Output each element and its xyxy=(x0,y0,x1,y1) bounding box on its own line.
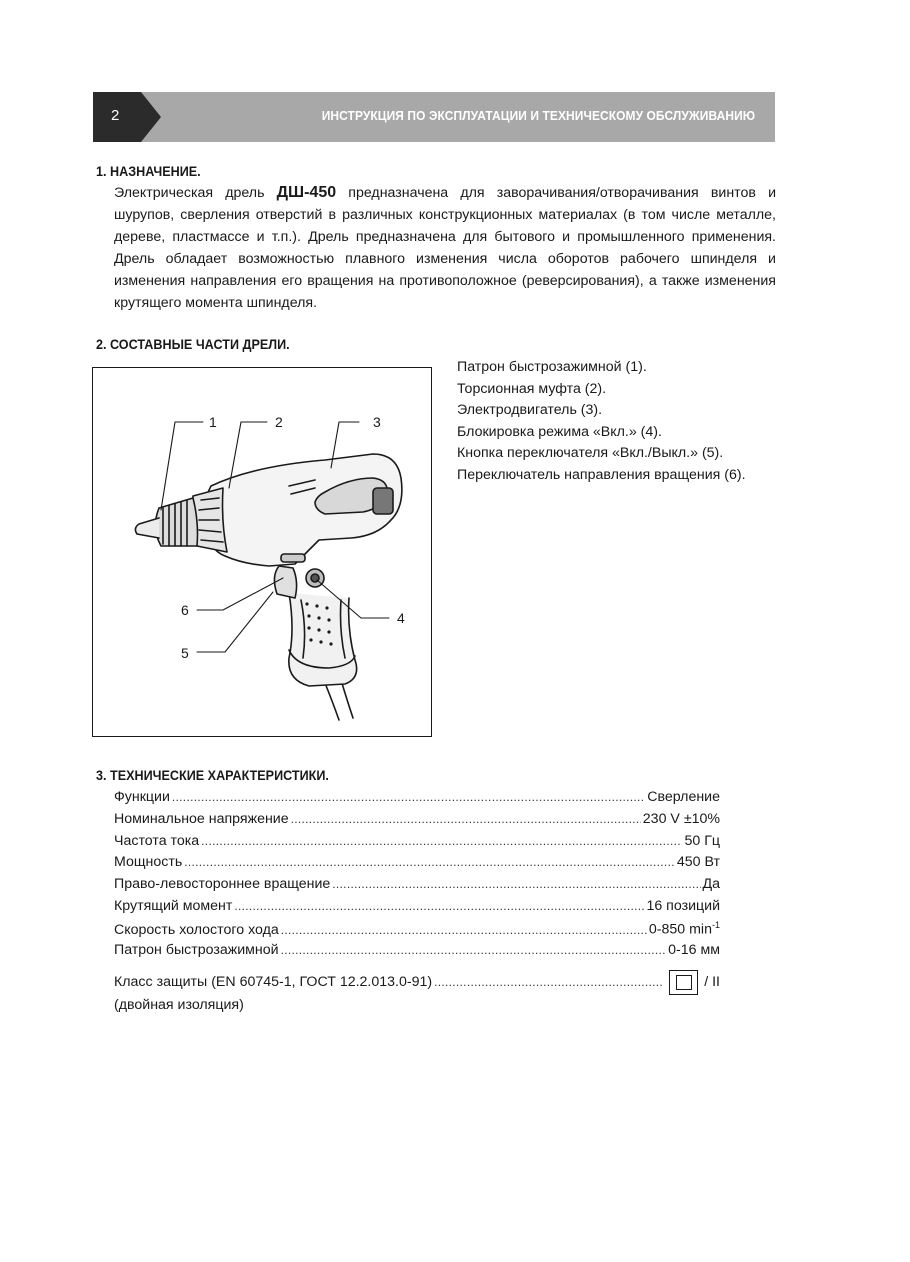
spec-value: 230 V ±10% xyxy=(642,810,720,827)
double-insulation-icon xyxy=(669,970,698,995)
drill-illustration xyxy=(93,368,431,736)
model-name: ДШ-450 xyxy=(276,184,337,201)
spec-name: Скорость холостого хода xyxy=(114,921,279,938)
spec-leader xyxy=(332,877,700,891)
spec-name: Патрон быстрозажимной xyxy=(114,941,279,958)
page-number: 2 xyxy=(111,107,120,124)
section-2-title: 2. СОСТАВНЫЕ ЧАСТИ ДРЕЛИ. xyxy=(96,336,290,352)
callout-2: 2 xyxy=(275,414,283,430)
chuck-tip xyxy=(135,518,159,538)
header-title: ИНСТРУКЦИЯ ПО ЭКСПЛУАТАЦИИ И ТЕХНИЧЕСКОМУ ОБСЛУЖИВАНИЮ xyxy=(321,108,755,123)
spec-name: Крутящий момент xyxy=(114,897,233,914)
callout-5: 5 xyxy=(181,645,189,661)
callout-3: 3 xyxy=(373,414,381,430)
spec-name: Номинальное напряжение xyxy=(114,810,289,827)
spec-leader xyxy=(434,975,663,989)
section-1-title: 1. НАЗНАЧЕНИЕ. xyxy=(96,163,201,179)
parts-list xyxy=(457,357,746,487)
section-3-title: 3. ТЕХНИЧЕСКИЕ ХАРАКТЕРИСТИКИ. xyxy=(96,767,329,783)
callout-1: 1 xyxy=(209,414,217,430)
spec-leader xyxy=(281,923,647,937)
spec-row xyxy=(114,833,720,855)
reverse-switch xyxy=(281,554,305,562)
protection-class-value: / II xyxy=(704,974,720,990)
part-item: Блокировка режима «Вкл.» (4). xyxy=(457,423,662,440)
drill-handle xyxy=(289,593,357,686)
trigger xyxy=(274,566,296,598)
protection-class xyxy=(114,968,720,1013)
spec-value: 0-16 мм xyxy=(668,941,720,958)
callout-6: 6 xyxy=(181,602,189,618)
protection-class-label: Класс защиты (EN 60745-1, ГОСТ 12.2.013.0-91) xyxy=(114,974,433,990)
spec-row xyxy=(114,942,720,964)
power-cable xyxy=(325,680,353,720)
spec-value-exponent: -1 xyxy=(711,919,720,930)
part-item: Торсионная муфта (2). xyxy=(457,380,607,397)
part-item: Кнопка переключателя «Вкл./Выкл.» (5). xyxy=(457,445,724,462)
spec-name: Функции xyxy=(114,789,170,805)
rear-vent xyxy=(373,488,393,514)
spec-row xyxy=(114,811,720,833)
spec-leader xyxy=(172,790,645,804)
section-1-text xyxy=(114,182,776,314)
spec-leader xyxy=(184,855,675,869)
spec-row xyxy=(114,789,720,811)
callout-4: 4 xyxy=(397,610,405,626)
spec-row xyxy=(114,854,720,876)
spec-name: Право-левостороннее вращение xyxy=(114,876,331,893)
spec-leader xyxy=(234,899,644,913)
spec-value: 450 Вт xyxy=(676,854,720,871)
intro-text: Электрическая дрель xyxy=(114,185,277,201)
page-header xyxy=(93,92,775,142)
specs-table xyxy=(114,789,720,963)
protection-class-note: (двойная изоляция) xyxy=(114,997,244,1013)
spec-leader xyxy=(201,834,682,848)
part-item: Электродвигатель (3). xyxy=(457,402,603,419)
spec-value: 50 Гц xyxy=(684,832,720,849)
purpose-text: предназначена для заворачивания/отворачивания винтов и шурупов, сверления отверстий в различных конструкционных материалах (в том числе металле, дереве, пластмассе и т.п.). Дрель предназначена для бытового и промышленного применения. Дрель обладает возможностью плавного изменения числа оборотов рабочего шпинделя и изменения направления его вращения на противоположное (реверсирования), а также изменения крутящего момента шпинделя. xyxy=(114,185,776,311)
spec-value-text: 0-850 min xyxy=(648,921,712,938)
spec-value: Сверление xyxy=(647,789,720,805)
header-arrow xyxy=(141,92,161,142)
spec-value: Да xyxy=(702,876,720,893)
spec-leader xyxy=(281,943,667,957)
spec-value xyxy=(649,920,720,938)
spec-row xyxy=(114,898,720,920)
part-item: Переключатель направления вращения (6). xyxy=(457,466,746,483)
spec-name: Частота тока xyxy=(114,832,200,849)
protection-class-row xyxy=(114,968,720,996)
drill-figure xyxy=(92,367,432,737)
spec-leader xyxy=(291,812,641,826)
spec-value: 16 позиций xyxy=(646,897,720,914)
spec-name: Мощность xyxy=(114,854,183,871)
spec-row xyxy=(114,920,720,942)
part-item: Патрон быстрозажимной (1). xyxy=(457,359,647,375)
spec-row xyxy=(114,876,720,898)
